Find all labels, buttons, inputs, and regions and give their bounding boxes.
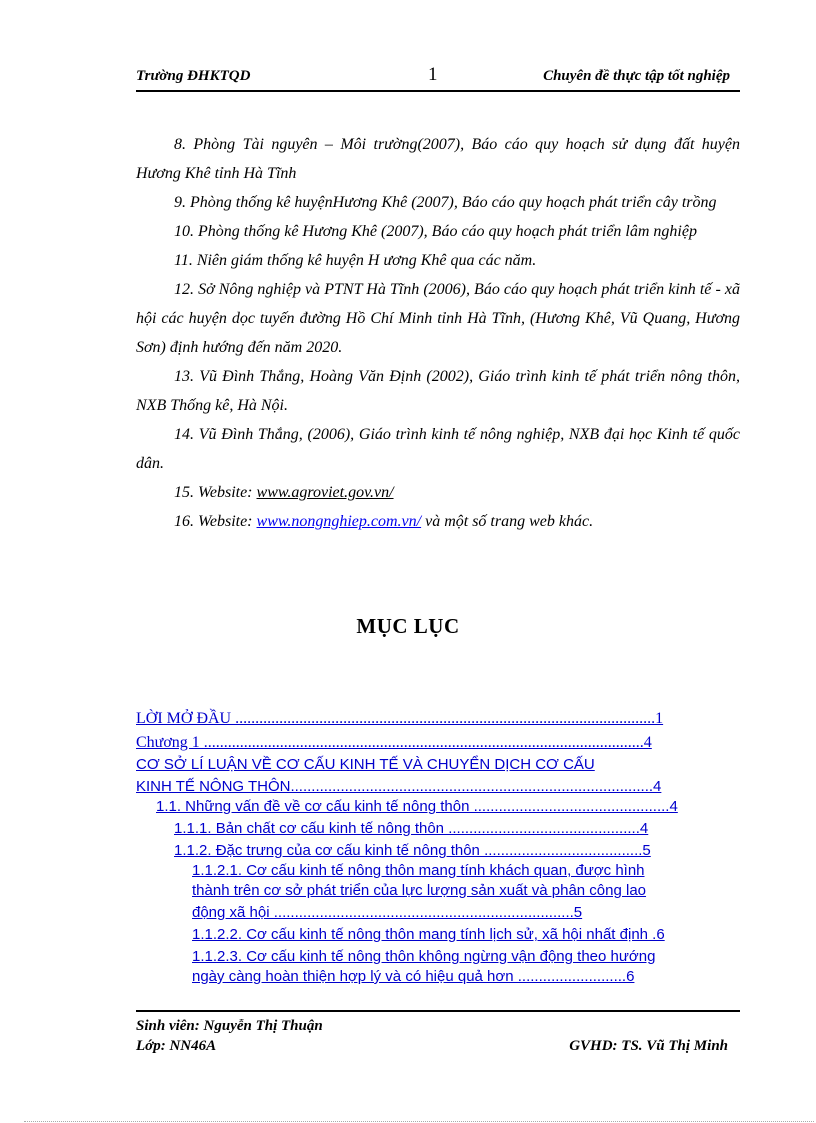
advisor-name: GVHD: TS. Vũ Thị Minh xyxy=(569,1038,728,1054)
reference-prefix: 16. Website: xyxy=(174,513,257,530)
toc-entry-chapter-1-title-cont[interactable]: KINH TẾ NÔNG THÔN.......................................................................................4 xyxy=(136,778,662,795)
toc-entry-1-1-2-1-cont[interactable]: thành trên cơ sở phát triển của lực lượng sản xuất và phân công lao xyxy=(192,882,647,899)
page-number: 1 xyxy=(428,64,438,85)
toc-entry-1-1-2-1-end[interactable]: động xã hội ........................................................................5 xyxy=(192,904,583,921)
reference-item: 10. Phòng thống kê Hương Khê (2007), Báo cáo quy hoạch phát triển lâm nghiệp xyxy=(174,223,697,240)
website-link-nongnghiep[interactable]: www.nongnghiep.com.vn/ xyxy=(256,513,422,530)
reference-prefix: 15. Website: xyxy=(174,484,257,501)
reference-item: 9. Phòng thống kê huyệnHương Khê (2007), Báo cáo quy hoạch phát triển cây trồng xyxy=(174,194,717,211)
toc-entry-intro[interactable]: LỜI MỞ ĐẦU .........................................................................................................1 xyxy=(136,710,664,727)
toc-entry-1-1-2-2[interactable]: 1.1.2.2. Cơ cấu kinh tế nông thôn mang tính lịch sử, xã hội nhất định .6 xyxy=(192,926,665,943)
document-type: Chuyên đề thực tập tốt nghiệp xyxy=(543,68,730,84)
class-code: Lớp: NN46A xyxy=(136,1038,217,1054)
school-name: Trường ĐHKTQD xyxy=(136,68,251,84)
reference-item: 11. Niên giám thống kê huyện H ương Khê qua các năm. xyxy=(174,252,537,269)
reference-item: 8. Phòng Tài nguyên – Môi trường(2007), Báo cáo quy hoạch sử dụng đất huyện Hương Khê tỉnh Hà Tĩnh xyxy=(136,136,740,182)
reference-list xyxy=(136,130,740,536)
toc-entry-1-1-2-1[interactable]: 1.1.2.1. Cơ cấu kinh tế nông thôn mang tính khách quan, được hình xyxy=(192,862,645,879)
reference-item: 13. Vũ Đình Thắng, Hoàng Văn Định (2002), Giáo trình kinh tế phát triển nông thôn, NXB Thống kê, Hà Nội. xyxy=(136,368,740,414)
toc-entry-1-1-2-3[interactable]: 1.1.2.3. Cơ cấu kinh tế nông thôn không ngừng vận động theo hướng xyxy=(192,948,656,965)
toc-title: MỤC LỤC xyxy=(356,614,460,638)
page-footer xyxy=(136,1010,740,1054)
reference-item xyxy=(136,507,740,536)
page-bottom-divider xyxy=(24,1121,814,1122)
student-name: Sinh viên: Nguyễn Thị Thuận xyxy=(136,1018,323,1034)
reference-suffix: và một số trang web khác. xyxy=(421,513,594,530)
reference-item xyxy=(136,478,740,507)
reference-item: 12. Sở Nông nghiệp và PTNT Hà Tĩnh (2006), Báo cáo quy hoạch phát triển kinh tế - xã hội các huyện dọc tuyến đường Hồ Chí Minh tỉnh Hà Tĩnh, (Hương Khê, Vũ Quang, Hương Sơn) định hướng đến năm 2020. xyxy=(136,281,740,356)
toc-entry-1-1[interactable]: 1.1. Những vấn đề về cơ cấu kinh tế nông thôn ...............................................4 xyxy=(156,798,678,815)
toc-entry-1-1-2-3-cont[interactable]: ngày càng hoàn thiện hợp lý và có hiệu quả hơn ..........................6 xyxy=(192,968,635,985)
website-link-agroviet[interactable]: www.agroviet.gov.vn/ xyxy=(256,484,394,501)
toc-entry-1-1-2[interactable]: 1.1.2. Đặc trưng của cơ cấu kinh tế nông thôn ......................................5 xyxy=(174,842,651,859)
reference-item: 14. Vũ Đình Thắng, (2006), Giáo trình kinh tế nông nghiệp, NXB đại học Kinh tế quốc dân. xyxy=(136,426,740,472)
page-header xyxy=(136,66,740,92)
toc-entry-chapter-1-title[interactable]: CƠ SỞ LÍ LUẬN VỀ CƠ CẤU KINH TẾ VÀ CHUYỂN DỊCH CƠ CẤU xyxy=(136,756,595,773)
toc-entry-chapter-1[interactable]: Chương 1 ..............................................................................................................4 xyxy=(136,734,652,751)
toc-entry-1-1-1[interactable]: 1.1.1. Bản chất cơ cấu kinh tế nông thôn ..............................................4 xyxy=(174,820,649,837)
